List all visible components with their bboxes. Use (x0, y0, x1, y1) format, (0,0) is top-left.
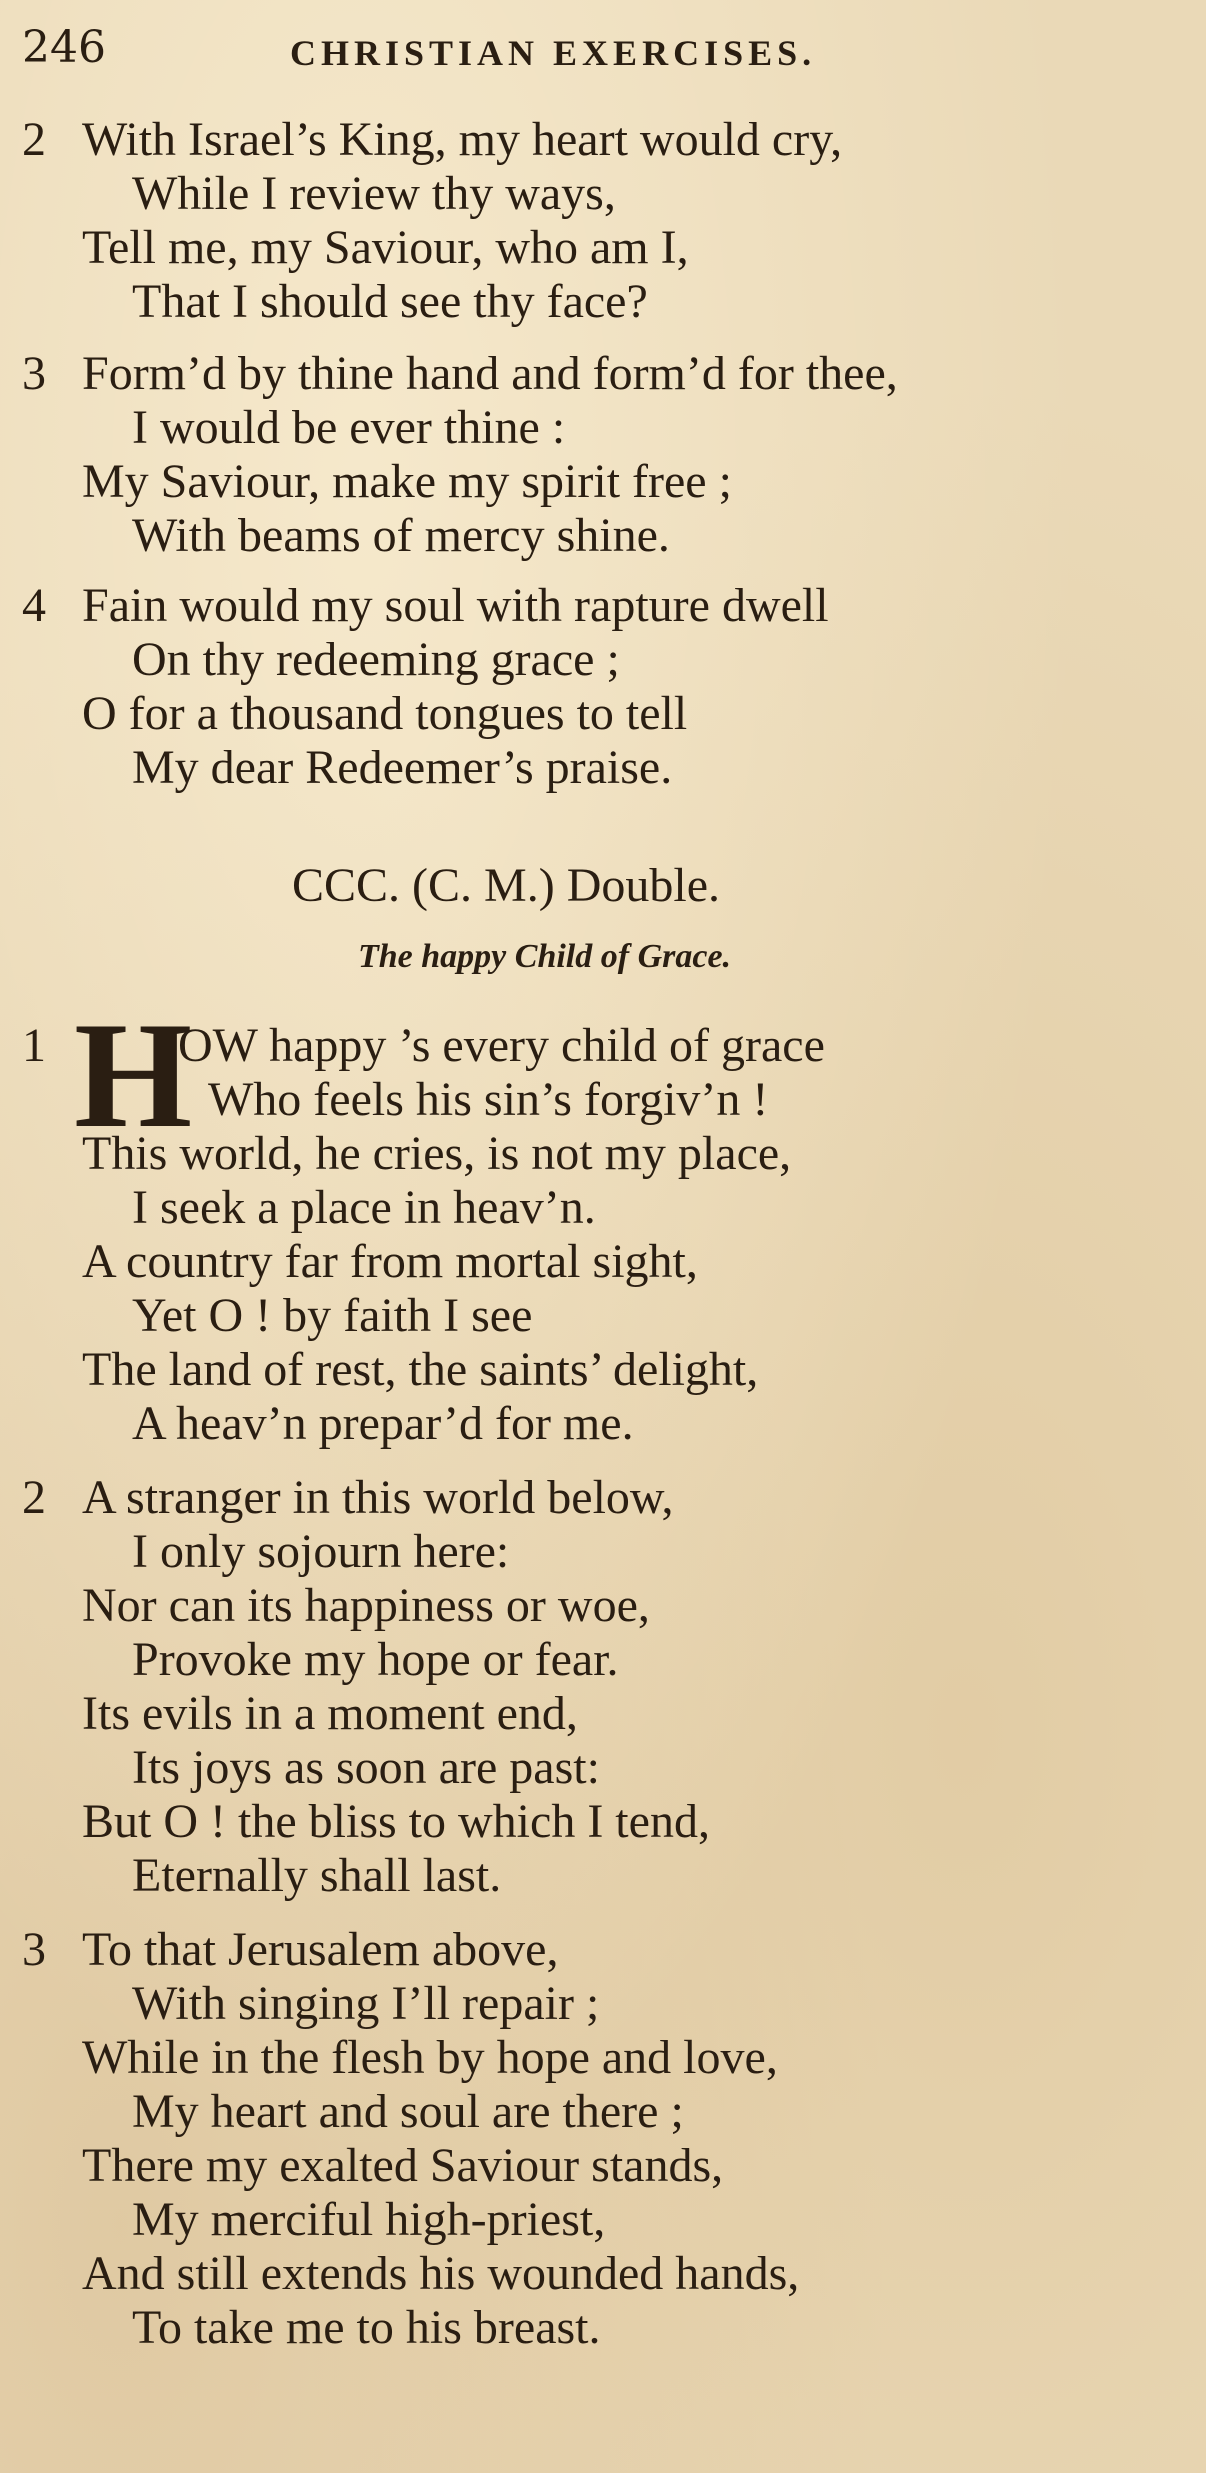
verse-line: To take me to his breast. (132, 2301, 601, 2354)
verse-line: A country far from mortal sight, (82, 1235, 698, 1288)
hymn-title-text: CCC. (C. M.) Double. (292, 859, 721, 912)
verse-line: I only sojourn here: (132, 1525, 510, 1578)
verse-line: Fain would my soul with rapture dwell (82, 579, 829, 632)
verse-line: But O ! the bliss to which I tend, (82, 1795, 710, 1848)
verse-line: Its joys as soon are past: (132, 1741, 600, 1794)
verse-line: My heart and soul are there ; (132, 2085, 684, 2138)
verse-number: 3 (22, 1923, 46, 1976)
verse-line: This world, he cries, is not my place, (82, 1127, 792, 1180)
verse-line: OW happy ’s every child of grace (178, 1019, 825, 1072)
verse-number: 2 (22, 1471, 46, 1524)
verse-line: Tell me, my Saviour, who am I, (82, 221, 689, 274)
verse-line: The land of rest, the saints’ delight, (82, 1343, 759, 1396)
verse-line: Nor can its happiness or woe, (82, 1579, 650, 1632)
verse-line: While I review thy ways, (132, 167, 616, 220)
verse-line: My dear Redeemer’s praise. (132, 741, 673, 794)
verse-line: To that Jerusalem above, (82, 1923, 559, 1976)
hymn-subtitle: The happy Child of Grace. (358, 938, 732, 975)
verse-line: There my exalted Saviour stands, (82, 2139, 724, 2192)
running-head: CHRISTIAN EXERCISES. (290, 33, 817, 73)
verse-line: While in the flesh by hope and love, (82, 2031, 778, 2084)
page-header (22, 22, 1182, 82)
verse-line: O for a thousand tongues to tell (82, 687, 688, 740)
verse-line: That I should see thy face? (132, 275, 648, 328)
page-number: 246 (22, 22, 106, 73)
verse-number: 2 (22, 113, 46, 166)
verse-line: With beams of mercy shine. (132, 509, 670, 562)
verse-line: I would be ever thine : (132, 401, 566, 454)
verse-number: 4 (22, 579, 46, 632)
drop-cap: H (74, 991, 193, 1159)
verse-line: A heav’n prepar’d for me. (132, 1397, 634, 1450)
verse-line: I seek a place in heav’n. (132, 1181, 596, 1234)
verse-line: On thy redeeming grace ; (132, 633, 620, 686)
verse-line: And still extends his wounded hands, (82, 2247, 800, 2300)
verse-line: Form’d by thine hand and form’d for thee, (82, 347, 898, 400)
verse-line: My merciful high-priest, (132, 2193, 606, 2246)
verse-line: With singing I’ll repair ; (132, 1977, 600, 2030)
verse-number: 1 (22, 1019, 46, 1072)
verse-line: A stranger in this world below, (82, 1471, 674, 1524)
verse-line: Provoke my hope or fear. (132, 1633, 619, 1686)
verse-number: 3 (22, 347, 46, 400)
verse-line: Eternally shall last. (132, 1849, 502, 1902)
verse-line: With Israel’s King, my heart would cry, (82, 113, 843, 166)
verse-line: Yet O ! by faith I see (132, 1289, 533, 1342)
verse-line: Its evils in a moment end, (82, 1687, 578, 1740)
verse-line: My Saviour, make my spirit free ; (82, 455, 732, 508)
verse-line: Who feels his sin’s forgiv’n ! (208, 1073, 769, 1126)
